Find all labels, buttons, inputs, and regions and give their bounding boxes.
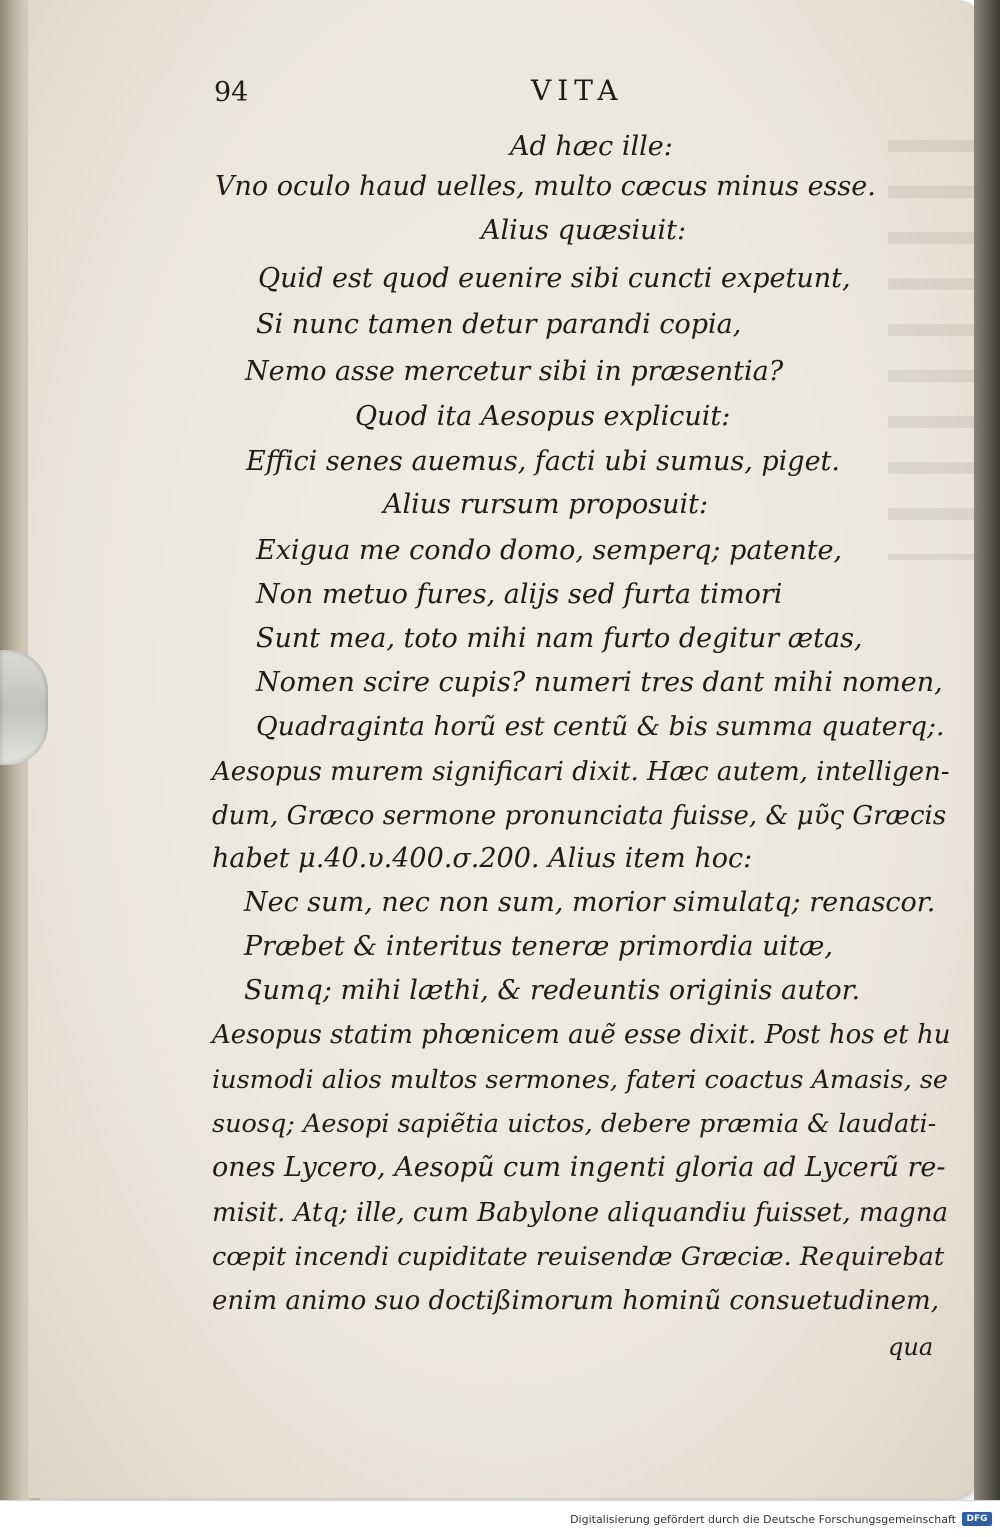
text-line: ones Lycero, Aesopũ cum ingenti gloria ad Lycerũ re- (212, 1152, 946, 1183)
text-line: Effici senes auemus, facti ubi sumus, piget. (246, 446, 840, 477)
dfg-logo: DFG (962, 1512, 992, 1526)
text-line: misit. Atq; ille, cum Babylone aliquandiu fuisset, magna (212, 1198, 948, 1228)
running-title: VITA (531, 74, 624, 107)
text-line: Vno oculo haud uelles, multo cæcus minus esse. (215, 171, 876, 202)
page-clip (0, 650, 48, 765)
text-line: habet μ.40.υ.400.σ.200. Alius item hoc: (212, 843, 753, 874)
text-line: Nec sum, nec non sum, morior simulatq; renascor. (244, 887, 936, 918)
text-line: suosq; Aesopi sapiẽtia uictos, debere præmia & laudati- (212, 1109, 937, 1139)
text-line: Quadraginta horũ est centũ & bis summa quaterq;. (256, 711, 945, 742)
footer-bar (0, 1500, 1000, 1537)
text-line: Præbet & interitus teneræ primordia uitæ, (244, 931, 833, 962)
text-line: Quod ita Aesopus explicuit: (355, 401, 731, 432)
text-line: Si nunc tamen detur parandi copia, (256, 309, 742, 340)
catchword: qua (888, 1333, 934, 1361)
text-line: cœpit incendi cupiditate reuisendæ Græciæ. Requirebat (212, 1242, 945, 1272)
text-line: Aesopus statim phœnicem auẽ esse dixit. Post hos et hu (212, 1020, 951, 1050)
text-line: Non metuo fures, alijs sed furta timori (256, 579, 783, 610)
text-line: Alius rursum proposuit: (383, 489, 709, 520)
text-line: Nomen scire cupis? numeri tres dant mihi nomen, (256, 667, 943, 698)
text-line: Alius quæsiuit: (481, 215, 687, 246)
text-line: Nemo asse mercetur sibi in præsentia? (245, 356, 784, 387)
text-line: Exigua me condo domo, semperq; patente, (256, 535, 843, 566)
text-line: Ad hæc ille: (510, 131, 673, 162)
text-line: dum, Græco sermone pronunciata fuisse, & μῦς Græcis (212, 801, 947, 831)
text-line: enim animo suo doctißimorum hominũ consuetudinem, (212, 1286, 939, 1316)
text-line: Sunt mea, toto mihi nam furto degitur ætas, (256, 623, 863, 654)
digitization-credit: Digitalisierung gefördert durch die Deutsche Forschungsgemeinschaft (570, 1513, 956, 1526)
text-line: Quid est quod euenire sibi cuncti expetunt, (258, 263, 851, 294)
text-line: Sumq; mihi læthi, & redeuntis originis autor. (244, 975, 861, 1006)
page-number: 94 (214, 77, 249, 108)
text-line: Aesopus murem significari dixit. Hæc autem, intelligen- (212, 757, 950, 787)
text-line: iusmodi alios multos sermones, fateri coactus Amasis, se (212, 1065, 949, 1095)
show-through-text (888, 140, 978, 560)
